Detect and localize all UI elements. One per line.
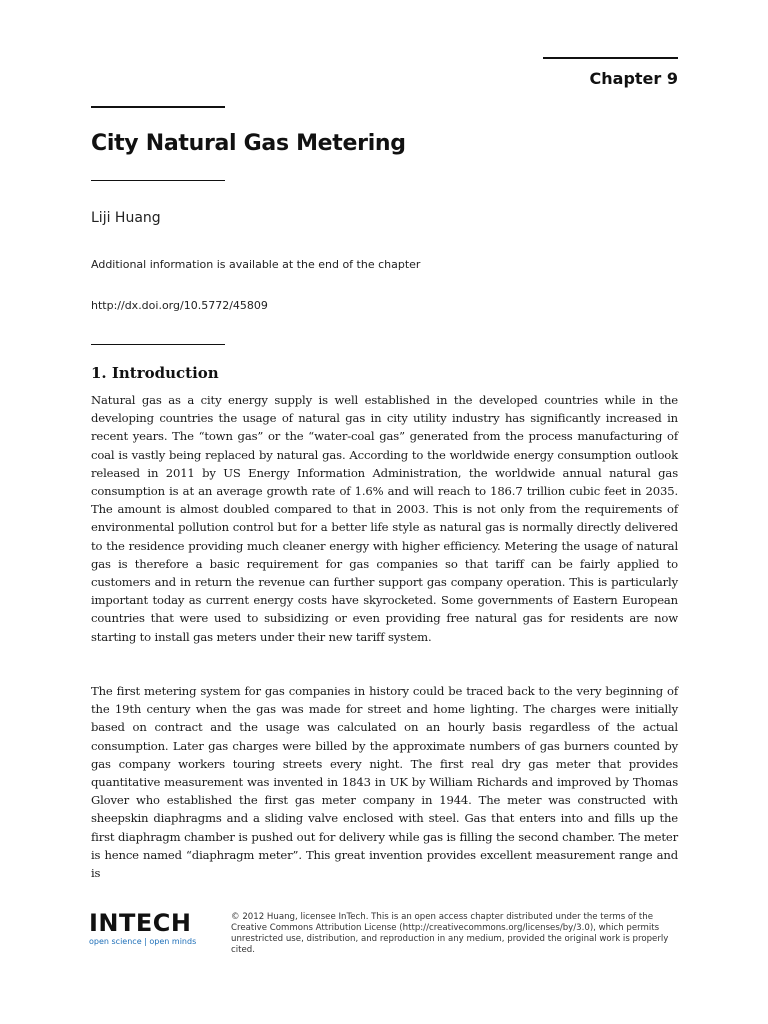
publisher-logo xyxy=(89,910,199,948)
title-top-rule xyxy=(91,106,225,108)
chapter-rule xyxy=(543,57,678,59)
author-name: Liji Huang xyxy=(91,210,161,226)
logo-tagline: open science | open minds xyxy=(89,937,197,946)
license-notice: © 2012 Huang, licensee InTech. This is an open access chapter distributed under the terms of the Creative Commons Attribution License (http://creativecommons.org/licenses/by/3.0), which permits unrestricted use, distribution, and reproduction in any medium, provided the original work is properly cited. xyxy=(231,912,669,955)
chapter-label: Chapter 9 xyxy=(589,69,678,88)
doi-link[interactable]: http://dx.doi.org/10.5772/45809 xyxy=(91,299,268,312)
logo-wordmark: INTECH xyxy=(89,909,192,937)
additional-info: Additional information is available at the end of the chapter xyxy=(91,258,421,271)
chapter-title: City Natural Gas Metering xyxy=(91,131,406,156)
paragraph-1: Natural gas as a city energy supply is well established in the developed countries while in the developing countries the usage of natural gas in city utility industry has significantly increased in recent years. The “town gas” or the “water-coal gas” generated from the process manufacturing of coal is vastly being replaced by natural gas. According to the worldwide energy consumption outlook released in 2011 by US Energy Information Administration, the worldwide annual natural gas consumption is at an average growth rate of 1.6% and will reach to 186.7 trillion cubic feet in 2035. The amount is almost doubled compared to that in 2003. This is not only from the requirements of environmental pollution control but for a better life style as natural gas is normally directly delivered to the residence providing much cleaner energy with higher efficiency. Metering the usage of natural gas is therefore a basic requirement for gas companies so that tariff can be fairly applied to customers and in return the revenue can further support gas company operation. This is particularly important today as current energy costs have skyrocketed. Some governments of Eastern European countries that were used to subsidizing or even providing free natural gas for residents are now starting to install gas meters under their new tariff system. xyxy=(91,393,678,644)
title-bottom-rule xyxy=(91,180,225,181)
paragraph-2: The first metering system for gas companies in history could be traced back to the very beginning of the 19th century when the gas was made for street and home lighting. The charges were initially based on contract and the usage was calculated on an hourly basis regardless of the actual consumption. Later gas charges were billed by the approximate numbers of gas burners counted by gas company workers touring streets every night. The first real dry gas meter that provides quantitative measurement was invented in 1843 in UK by William Richards and improved by Thomas Glover who established the first gas meter company in 1944. The meter was constructed with sheepskin diaphragms and a sliding valve enclosed with steel. Gas that enters into and fills up the first diaphragm chamber is pushed out for delivery while gas is filling the second chamber. The meter is hence named “diaphragm meter”. This great invention provides excellent measurement range and is xyxy=(91,684,678,881)
section-rule xyxy=(91,344,225,345)
section-heading: 1. Introduction xyxy=(91,364,219,382)
